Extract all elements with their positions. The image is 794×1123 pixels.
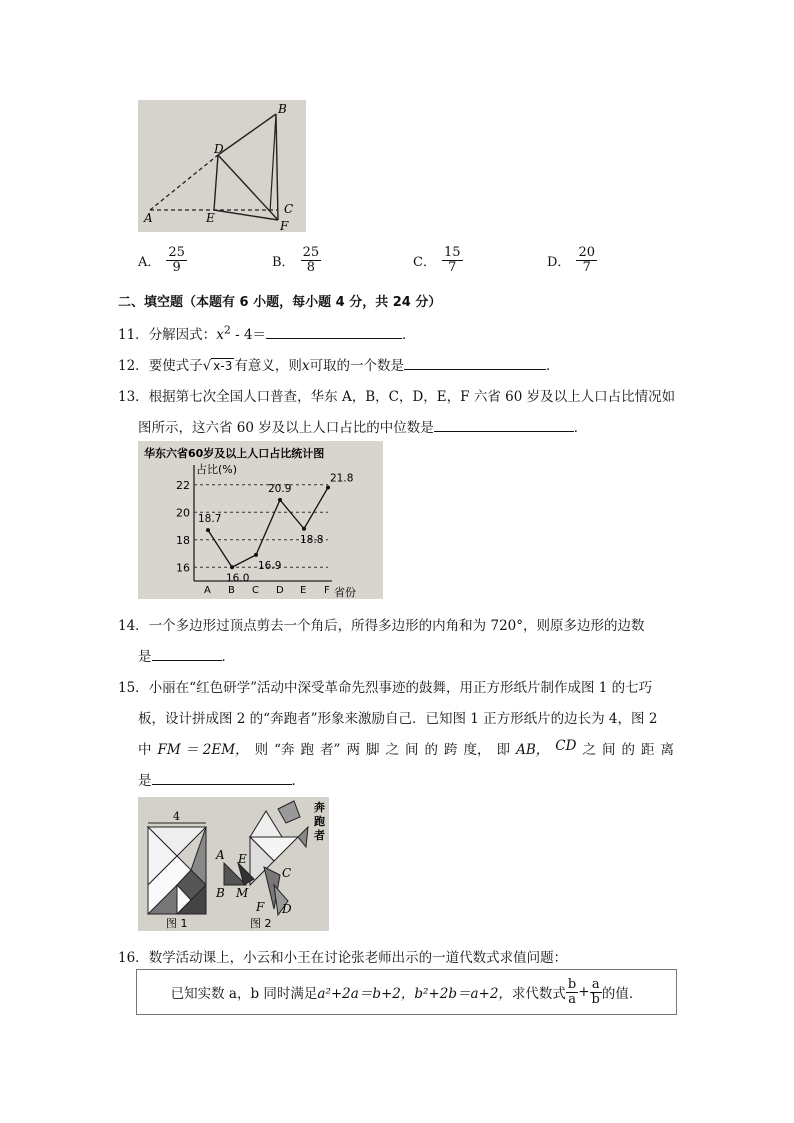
runner-char-2: 跑 — [314, 815, 325, 828]
choice-c-fraction: $\frac{15}{7}$ — [443, 245, 461, 275]
chart-ylabel: 占比(%) — [196, 463, 238, 476]
question-14-line2: 是 ． — [138, 645, 235, 665]
label-A: A — [144, 211, 153, 225]
question-15-line2: 板，设计拼成图 2 的“奔跑者”形象来激励自己．已知图 1 正方形纸片的边长为 4，图 2 — [138, 711, 658, 727]
fig2-label-B: B — [216, 886, 225, 900]
question-15-line1: 15．小丽在“红色研学”活动中深受革命先烈事迹的鼓舞，用正方形纸片制作成图 1 的七巧 — [118, 680, 653, 696]
fig2-label-A: A — [216, 848, 225, 862]
chart-data-label: 20.9 — [268, 482, 292, 495]
chart-xlabel: 省份 — [334, 586, 356, 599]
q14-answer-blank[interactable] — [152, 646, 222, 661]
chart-title: 华东六省60岁及以上人口占比统计图 — [144, 447, 325, 460]
label-D: D — [214, 142, 224, 156]
chart-xtick-label: E — [300, 585, 307, 596]
chart-xtick-label: C — [252, 585, 259, 596]
chart-point — [254, 553, 258, 557]
q13-chart — [138, 441, 383, 599]
question-13-line1: 13．根据第七次全国人口普查，华东 A，B，C，D，E，F 六省 60 岁及以上人口占比情况如 — [118, 389, 676, 405]
q16-fraction-2: $\frac{a}{b}$ — [591, 976, 600, 1007]
runner-char-1: 奔 — [314, 801, 325, 814]
q10-geometry-svg — [138, 100, 306, 232]
runner-char-3: 者 — [314, 829, 325, 842]
q15-tangram-figure — [138, 797, 329, 931]
chart-xtick-label: A — [204, 585, 211, 596]
choice-b-letter: B． — [272, 254, 295, 270]
q13-answer-blank[interactable] — [434, 417, 574, 432]
choice-d[interactable] — [547, 246, 597, 274]
q12-answer-blank[interactable] — [404, 355, 546, 370]
chart-xtick-label: D — [276, 585, 284, 596]
choice-d-letter: D． — [547, 254, 571, 270]
fig2-label-D: D — [282, 902, 292, 916]
choice-a-fraction: $\frac{25}{9}$ — [168, 245, 185, 275]
choice-c-letter: C． — [413, 254, 436, 270]
question-14-line1: 14．一个多边形过顶点剪去一个角后，所得多边形的内角和为 720°，则原多边形的边数 — [118, 618, 645, 634]
fig1-caption: 图 1 — [166, 917, 188, 930]
chart-data-label: 16.0 — [226, 572, 250, 585]
question-16: 16．数学活动课上，小云和小王在讨论张老师出示的一道代数式求值问题： — [118, 950, 568, 966]
chart-ytick-label: 20 — [176, 506, 190, 520]
fig2-label-C: C — [282, 866, 292, 880]
choice-c[interactable] — [413, 246, 463, 274]
chart-ytick-label: 18 — [176, 533, 190, 547]
q15-tangram-svg — [138, 797, 329, 931]
choice-a-letter: A． — [138, 254, 161, 270]
choice-b[interactable] — [272, 246, 321, 274]
chart-ytick-label: 22 — [176, 478, 190, 492]
chart-xtick-label: B — [228, 585, 235, 596]
choice-d-fraction: $\frac{20}{7}$ — [578, 245, 595, 275]
fig2-caption: 图 2 — [250, 917, 272, 930]
label-B: B — [278, 102, 287, 116]
fig2-label-E: E — [238, 852, 247, 866]
chart-ytick-label: 16 — [176, 561, 190, 575]
q10-geometry-figure — [138, 100, 306, 232]
q15-answer-blank[interactable] — [152, 770, 292, 785]
fig2-label-M: M — [236, 886, 249, 900]
chart-point — [230, 565, 234, 569]
chart-data-label: 18.7 — [198, 513, 222, 526]
section-title: 二、填空题（本题有 6 小题，每小题 4 分，共 24 分） — [118, 295, 442, 310]
chart-point — [326, 486, 330, 490]
question-15-line3: 中 FM ＝ 2EM， 则 “奔 跑 者” 两 脚 之 间 的 跨 度， 即 AB， CD 之 间 的 距 离 — [138, 738, 674, 758]
choice-b-fraction: $\frac{25}{8}$ — [302, 245, 320, 275]
label-E: E — [206, 211, 215, 225]
chart-point — [302, 527, 306, 531]
label-F: F — [280, 219, 289, 232]
chart-data-label: 16.9 — [258, 559, 282, 572]
chart-svg — [138, 441, 383, 599]
q11-answer-blank[interactable] — [266, 324, 402, 339]
chart-xtick-label: F — [324, 585, 330, 596]
chart-series-line — [208, 488, 328, 568]
choice-a[interactable] — [138, 246, 187, 274]
q16-fraction-1: $\frac{b}{a}$ — [567, 976, 577, 1007]
chart-point — [206, 528, 210, 532]
fig2-label-F: F — [256, 900, 265, 914]
side-length-label: 4 — [173, 810, 180, 823]
question-15-line4: 是 ． — [138, 769, 305, 789]
q16-problem-box: 已知实数 a，b 同时满足 a²+2a＝b+2，b²+2b＝a+2， 求代数式 $\frac{b}{a}$ + $\frac{a}{b}$ 的值． — [136, 969, 677, 1015]
question-12: 12．要使式子√ x-3 有意义，则x可取的一个数是 ． — [118, 354, 560, 374]
chart-data-label: 21.8 — [330, 472, 354, 485]
question-11: 11．分解因式：$x^2 - 4=$ ． — [118, 323, 416, 343]
chart-data-label: 18.8 — [300, 533, 324, 546]
question-13-line2: 图所示，这六省 60 岁及以上人口占比的中位数是 ． — [138, 416, 587, 436]
label-C: C — [284, 202, 294, 216]
chart-point — [278, 498, 282, 502]
